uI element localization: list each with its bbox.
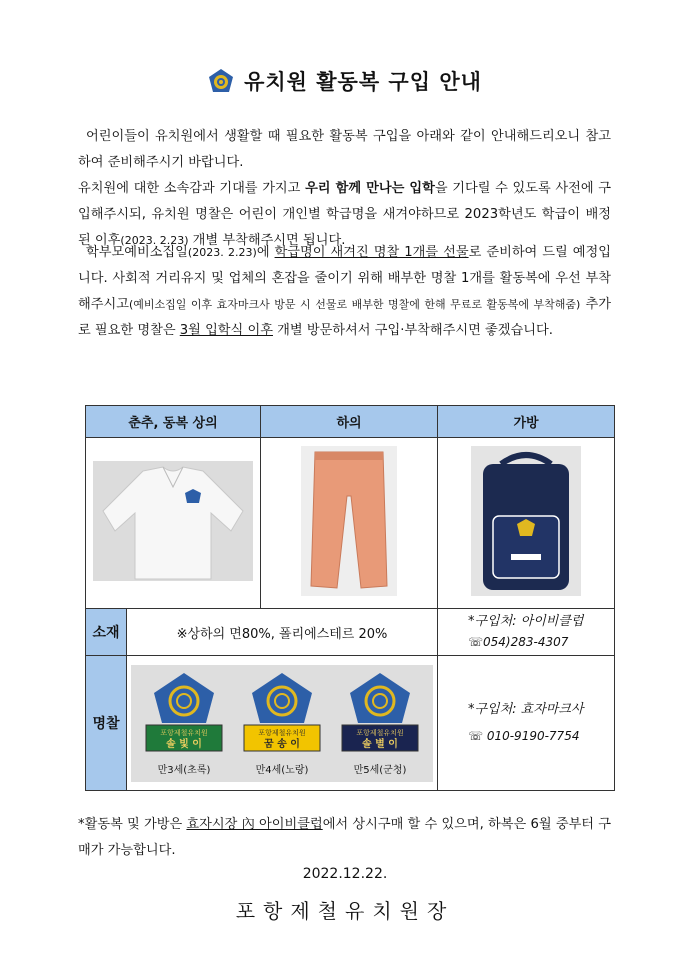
nametag-row [86,656,615,791]
material-row [86,609,615,656]
header-top: 춘추, 동복 상의 [86,406,261,438]
image-row [86,438,615,609]
header-bottom: 하의 [261,406,438,438]
material-label: 소재 [86,609,127,656]
nametag-label: 명찰 [86,656,127,791]
nametag-name: 꿈 송 이 [264,738,300,750]
nametag-name: 솔 별 이 [362,738,398,750]
nametag-badge-icon [142,671,226,755]
shop2-info [438,656,615,791]
nametag-school: 포항제철유치원 [160,728,208,737]
nametag-school: 포항제철유치원 [356,728,404,737]
nametag-school: 포항제철유치원 [258,728,306,737]
shop2-name: *구입처: 효자마크사 [468,702,584,717]
title-text: 유치원 활동복 구입 안내 [244,70,482,94]
footnote: *활동복 및 가방은 효자시장 內 아이비클럽에서 상시구매 할 수 있으며, 하복은 6월 중부터 구매가 가능합니다. [78,817,611,858]
header-bag: 가방 [438,406,615,438]
nametag-caption: 만3세(초록) [157,764,211,776]
shirt-image [86,438,261,609]
shop1-phone: ☏054)283-4307 [468,635,569,649]
shop1-info [438,609,615,656]
school-emblem-icon [208,68,234,94]
nametag-item [335,671,425,776]
nametag-item [139,671,229,776]
issue-date: 2022.12.22. [302,866,388,882]
shop1-name: *구입처: 아이비클럽 [468,614,584,629]
pants-image [261,438,438,609]
nametag-badge-icon [240,671,324,755]
table-header-row [86,406,615,438]
nametag-item [237,671,327,776]
nametag-name: 솔 빛 이 [166,738,202,750]
intro-line2: 유치원에 대한 소속감과 기대를 가지고 우리 함께 만나는 입학을 기다릴 수 있도록 사전에 구입해주시되, 유치원 명찰은 어린이 개인별 학급명을 새겨야하므로 2023학년도 학급이 배정된 이후(2023. 2.23) 개별 부착해주시면 됩니다. [78,181,611,248]
notice-paragraph: 학부모예비소집일(2023. 2.23)에 학급명이 새겨진 명찰 1개를 선물로 준비하여 드릴 예정입니다. 사회적 거리유지 및 업체의 혼잡을 줄이기 위해 배부한 명찰 1개를 활동복에 우선 부착해주시고(예비소집일 이후 효자마크사 방문 시 선물로 배부한 명찰에 한해 무료로 활동복에 부착해줌) 추가로 필요한 명찰은 3월 입학식 이후 개별 방문하셔서 구입·부착해주시면 좋겠습니다. [78,245,612,338]
material-text: ※상하의 면80%, 폴리에스테르 20% [127,609,438,656]
goods-table [85,405,615,791]
page-title [0,66,690,96]
nametag-badge-icon [338,671,422,755]
bag-image [438,438,615,609]
signature: 포항제철유치원장 [235,899,455,923]
shop2-phone: ☏ 010-9190-7754 [468,729,580,743]
nametag-images [127,656,438,791]
nametag-caption: 만5세(군청) [353,764,407,776]
nametag-caption: 만4세(노랑) [255,764,309,776]
intro-paragraph [78,124,611,254]
intro-line1: 어린이들이 유치원에서 생활할 때 필요한 활동복 구입을 아래와 같이 안내해드리오니 참고하여 준비해주시기 바랍니다. [78,129,611,170]
nametag-list [131,665,433,782]
